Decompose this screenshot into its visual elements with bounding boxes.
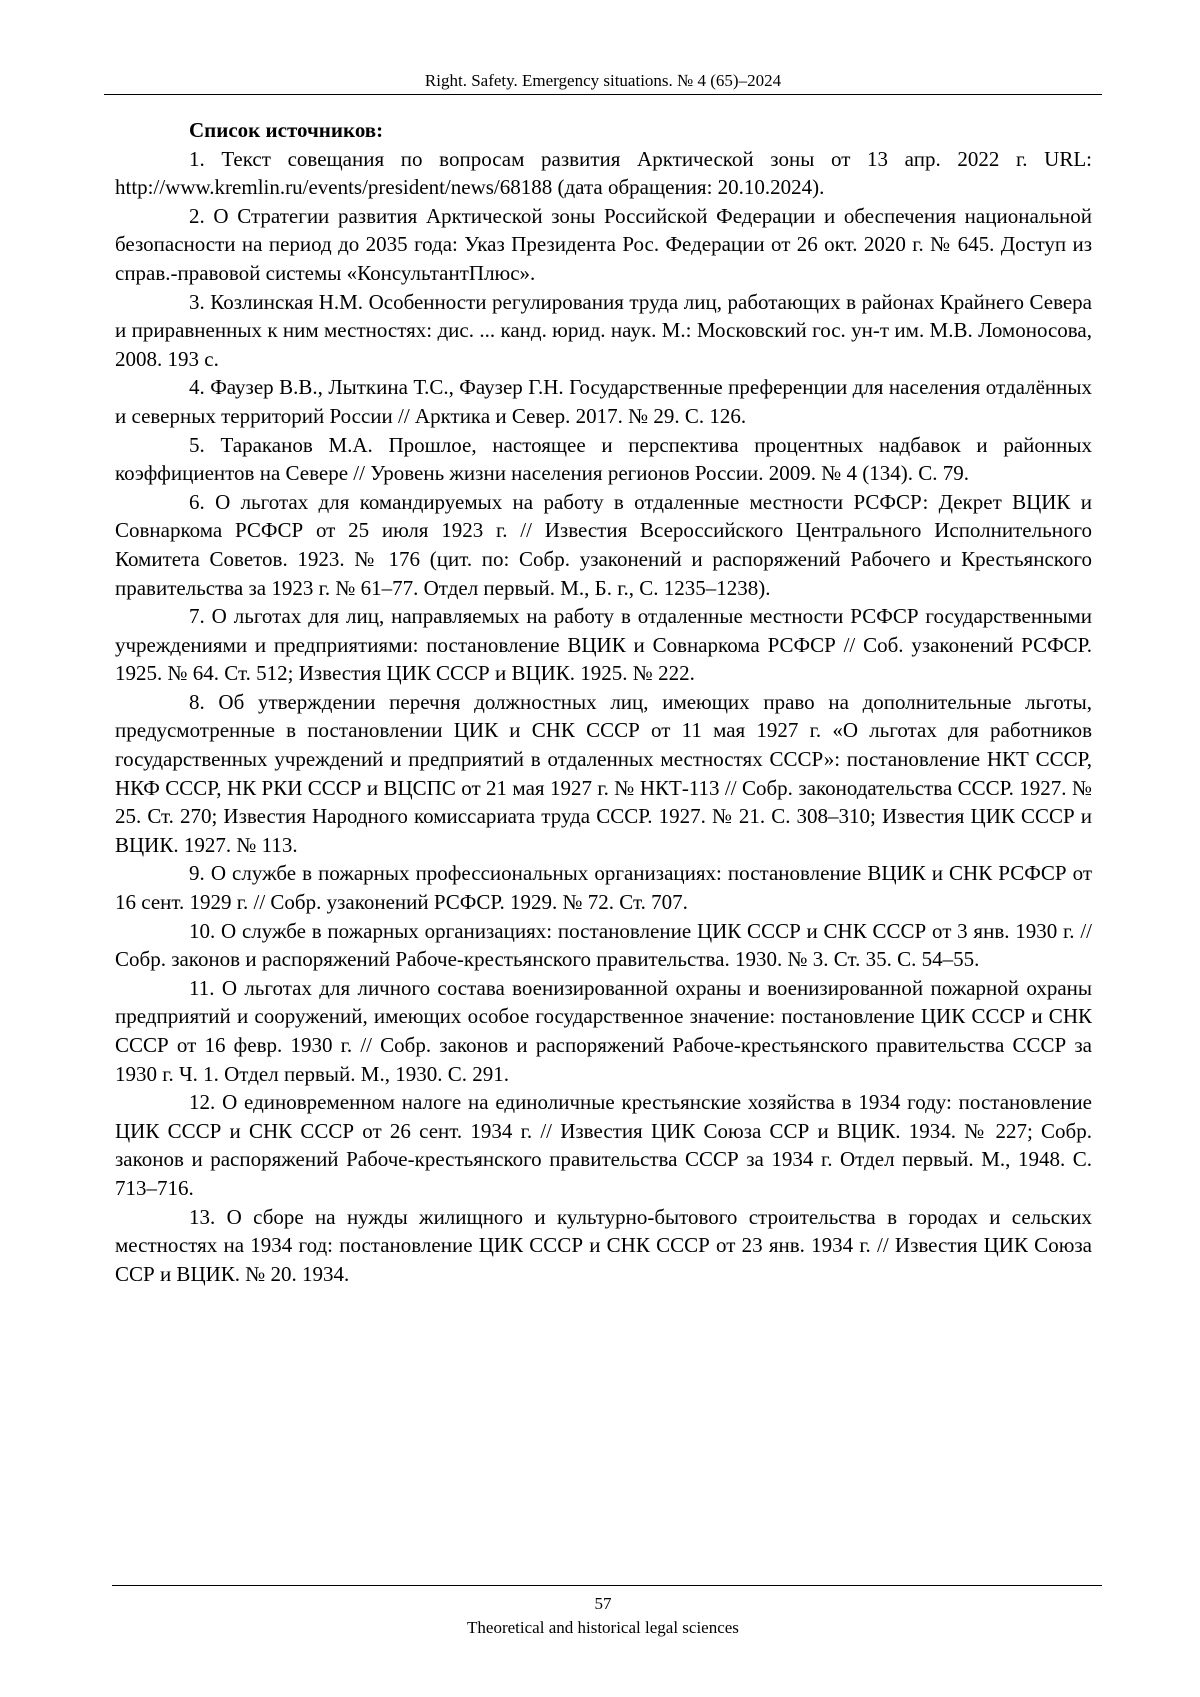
- references-heading: Список источников:: [189, 118, 384, 142]
- reference-item-7: 7. О льготах для лиц, направляемых на работу в отдаленные местности РСФСР государственными учреждениями и предприятиями: постановление ВЦИК и Совнаркома РСФСР // Соб. узаконений РСФСР. 1925. № 64. Ст. 512; Известия ЦИК СССР и ВЦИК. 1925. № 222.: [115, 604, 1092, 686]
- page-number: 57: [594, 1594, 612, 1613]
- reference-item-9: 9. О службе в пожарных профессиональных организациях: постановление ВЦИК и СНК РСФСР от 16 сент. 1929 г. // Собр. узаконений РСФСР. 1929. № 72. Ст. 707.: [115, 861, 1092, 915]
- reference-item-1: 1. Текст совещания по вопросам развития Арктической зоны от 13 апр. 2022 г. URL: http://www.kremlin.ru/events/president/news/68188 (дата обращения: 20.10.2024).: [115, 146, 1092, 200]
- reference-item-6: 6. О льготах для командируемых на работу в отдаленные местности РСФСР: Декрет ВЦИК и Совнаркома РСФСР от 25 июля 1923 г. // Известия Всероссийского Центрального Исполнительного Комитета Советов. 1923. № 176 (цит. по: Собр. узаконений и распоряжений Рабочего и Крестьянского правительства за 1923 г. № 61–77. Отдел первый. М., Б. г., С. 1235–1238).: [115, 489, 1092, 600]
- journal-section-title: Theoretical and historical legal sciences: [467, 1618, 739, 1637]
- references-section: [115, 116, 1092, 1288]
- footer-divider: [112, 1585, 1102, 1586]
- reference-item-4: 4. Фаузер В.В., Лыткина Т.С., Фаузер Г.Н. Государственные преференции для населения отдалённых и северных территорий России // Арктика и Север. 2017. № 29. С. 126.: [115, 375, 1092, 428]
- reference-item-12: 12. О единовременном налоге на единоличные крестьянские хозяйства в 1934 году: постановление ЦИК СССР и СНК СССР от 26 сент. 1934 г. // Известия ЦИК Союза ССР и ВЦИК. 1934. № 227; Собр. законов и распоряжений Рабоче-крестьянского правительства СССР за 1934 г. Отдел первый. М., 1948. С. 713–716.: [115, 1090, 1092, 1200]
- reference-item-8: 8. Об утверждении перечня должностных лиц, имеющих право на дополнительные льготы, предусмотренные в постановлении ЦИК и СНК СССР от 11 мая 1927 г. «О льготах для работников государственных учреждений и предприятий в отдаленных местностях СССР»: постановление НКТ СССР, НКФ СССР, НК РКИ СССР и ВЦСПС от 21 мая 1927 г. № НКТ-113 // Собр. законодательства СССР. 1927. № 25. Ст. 270; Известия Народного комиссариата труда СССР. 1927. № 21. С. 308–310; Известия ЦИК СССР и ВЦИК. 1927. № 113.: [115, 689, 1092, 857]
- references-list: [115, 145, 1092, 1289]
- header-divider: [104, 94, 1102, 95]
- reference-item-13: 13. О сборе на нужды жилищного и культурно-бытового строительства в городах и сельских местностях на 1934 год: постановление ЦИК СССР и СНК СССР от 23 янв. 1934 г. // Известия ЦИК Союза ССР и ВЦИК. № 20. 1934.: [115, 1204, 1092, 1286]
- reference-item-5: 5. Тараканов М.А. Прошлое, настоящее и перспектива процентных надбавок и районных коэффициентов на Севере // Уровень жизни населения регионов России. 2009. № 4 (134). С. 79.: [115, 432, 1092, 486]
- running-header: Right. Safety. Emergency situations. № 4 (65)–2024: [424, 71, 782, 90]
- reference-item-3: 3. Козлинская Н.М. Особенности регулирования труда лиц, работающих в районах Крайнего Севера и приравненных к ним местностях: дис. ... канд. юрид. наук. М.: Московский гос. ун-т им. М.В. Ломоносова, 2008. 193 с.: [115, 289, 1092, 371]
- reference-item-11: 11. О льготах для личного состава военизированной охраны и военизированной пожарной охраны предприятий и сооружений, имеющих особое государственное значение: постановление ЦИК СССР и СНК СССР от 16 февр. 1930 г. // Собр. законов и распоряжений Рабоче-крестьянского правительства СССР за 1930 г. Ч. 1. Отдел первый. М., 1930. С. 291.: [115, 975, 1092, 1086]
- reference-item-10: 10. О службе в пожарных организациях: постановление ЦИК СССР и СНК СССР от 3 янв. 1930 г. // Собр. законов и распоряжений Рабоче-крестьянского правительства. 1930. № 3. Ст. 35. С. 54–55.: [115, 918, 1092, 972]
- reference-item-2: 2. О Стратегии развития Арктической зоны Российской Федерации и обеспечения национальной безопасности на период до 2035 года: Указ Президента Рос. Федерации от 26 окт. 2020 г. № 645. Доступ из справ.-правовой системы «КонсультантПлюс».: [115, 203, 1092, 285]
